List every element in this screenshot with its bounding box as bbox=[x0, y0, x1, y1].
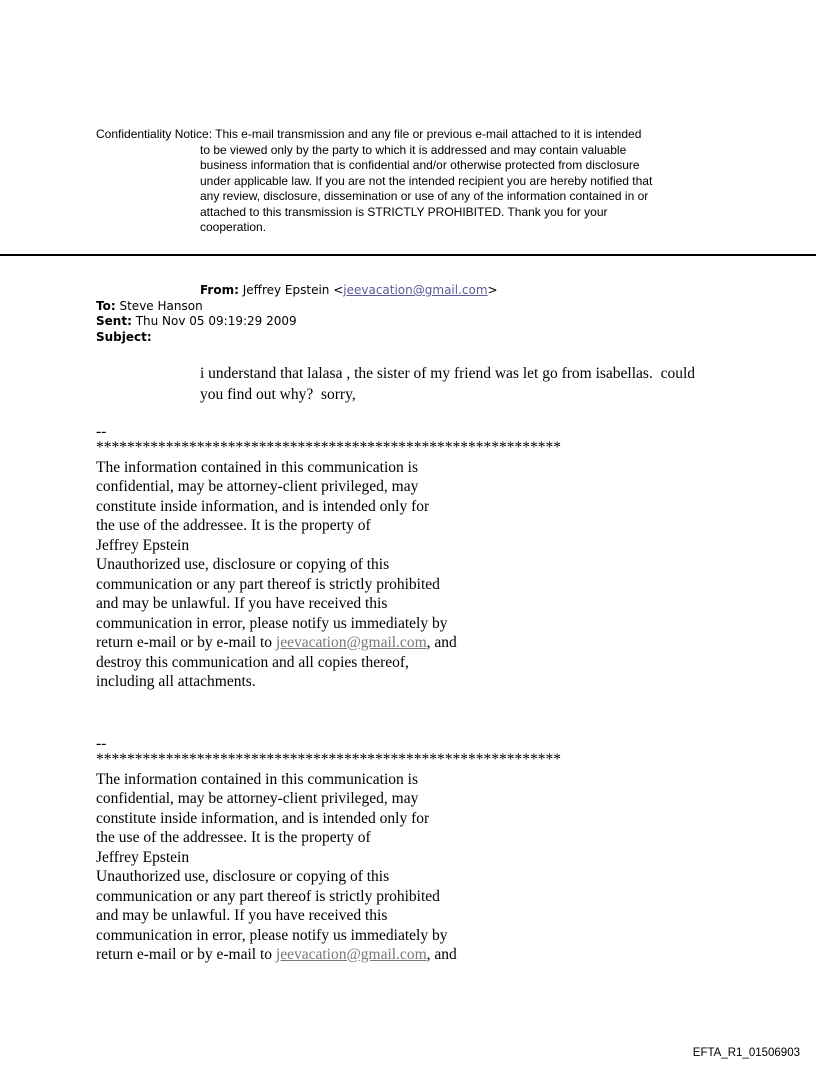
footer-return-line bbox=[96, 633, 656, 653]
confidentiality-line: attached to this transmission is STRICTLY PROHIBITED. Thank you for your bbox=[200, 204, 608, 219]
confidentiality-line: cooperation. bbox=[200, 220, 267, 234]
subject-label: Subject bbox=[96, 329, 147, 344]
confidentiality-first-line: Confidentiality Notice: This e-mail transmission and any file or previous e-mail attached to it is intended bbox=[96, 127, 642, 141]
legal-footer bbox=[96, 425, 656, 692]
footer-line: Jeffrey Epstein bbox=[96, 536, 190, 554]
footer-line: confidential, may be attorney-client privileged, may bbox=[96, 790, 419, 807]
footer-return-suffix: , and bbox=[426, 634, 457, 651]
footer-line: destroy this communication and all copies thereof, bbox=[96, 653, 409, 671]
footer-stars: ************************************************************ bbox=[96, 751, 561, 768]
footer-line: communication or any part thereof is strictly prohibited bbox=[96, 575, 440, 593]
subject-line: Subject: bbox=[96, 329, 152, 344]
footer-line: and may be unlawful. If you have received this bbox=[96, 907, 388, 924]
footer-line: the use of the addressee. It is the property of bbox=[96, 517, 371, 534]
confidentiality-line: under applicable law. If you are not the intended recipient you are hereby notified that bbox=[200, 173, 653, 188]
confidentiality-line: any review, disclosure, dissemination or use of any of the information contained in or bbox=[200, 189, 649, 203]
footer-line: Unauthorized use, disclosure or copying of this bbox=[96, 556, 390, 573]
footer-line: The information contained in this communication is bbox=[96, 770, 418, 788]
footer-return-prefix: return e-mail or by e-mail to bbox=[96, 946, 276, 963]
footer-line: The information contained in this communication is bbox=[96, 458, 418, 476]
footer-line: Unauthorized use, disclosure or copying of this bbox=[96, 868, 390, 885]
footer-email-link[interactable]: jeevacation@gmail.com bbox=[275, 634, 427, 651]
message-line: i understand that lalasa , the sister of my friend was let go from isabellas. could bbox=[200, 365, 696, 382]
footer-line: communication or any part thereof is strictly prohibited bbox=[96, 887, 440, 905]
footer-line: constitute inside information, and is intended only for bbox=[96, 809, 430, 827]
footer-line: confidential, may be attorney-client privileged, may bbox=[96, 478, 419, 495]
confidentiality-notice bbox=[96, 127, 716, 236]
from-email-link[interactable]: jeevacation@gmail.com bbox=[343, 283, 488, 297]
message-line: you find out why? sorry, bbox=[200, 386, 356, 403]
confidentiality-line: business information that is confidential and/or otherwise protected from disclosure bbox=[200, 158, 640, 172]
sent-line: Sent: Thu Nov 05 09:19:29 2009 bbox=[96, 314, 297, 328]
footer-line: constitute inside information, and is intended only for bbox=[96, 497, 430, 515]
footer-return-prefix: return e-mail or by e-mail to bbox=[96, 634, 276, 651]
from-name: Jeffrey Epstein < bbox=[242, 283, 344, 297]
footer-line: communication in error, please notify us immediately by bbox=[96, 614, 448, 632]
footer-line: and may be unlawful. If you have received this bbox=[96, 595, 388, 612]
to-line: To: Steve Hanson bbox=[96, 298, 203, 313]
divider-rule bbox=[0, 254, 816, 256]
footer-line: communication in error, please notify us immediately by bbox=[96, 926, 448, 944]
footer-dashes: -- bbox=[96, 735, 107, 752]
footer-email-link[interactable]: jeevacation@gmail.com bbox=[275, 946, 427, 963]
from-close: > bbox=[487, 283, 498, 297]
legal-footer-repeat bbox=[96, 737, 656, 965]
from-label: From bbox=[200, 283, 235, 297]
footer-line: Jeffrey Epstein bbox=[96, 848, 190, 866]
from-line: From: Jeffrey Epstein <jeevacation@gmail.com> bbox=[200, 283, 498, 297]
to-value: Steve Hanson bbox=[119, 298, 203, 313]
sent-label: Sent bbox=[96, 314, 128, 328]
footer-line: the use of the addressee. It is the property of bbox=[96, 829, 371, 846]
confidentiality-line: to be viewed only by the party to which it is addressed and may contain valuable bbox=[200, 142, 627, 157]
footer-line: including all attachments. bbox=[96, 673, 256, 690]
footer-stars: ************************************************************ bbox=[96, 439, 561, 456]
sent-value: Thu Nov 05 09:19:29 2009 bbox=[135, 314, 297, 328]
footer-return-suffix: , and bbox=[426, 946, 457, 963]
document-id: EFTA_R1_01506903 bbox=[692, 1047, 800, 1059]
footer-return-line bbox=[96, 945, 656, 965]
footer-dashes: -- bbox=[96, 423, 107, 440]
to-label: To bbox=[96, 298, 111, 313]
message-body bbox=[200, 363, 740, 405]
email-header bbox=[96, 283, 498, 345]
